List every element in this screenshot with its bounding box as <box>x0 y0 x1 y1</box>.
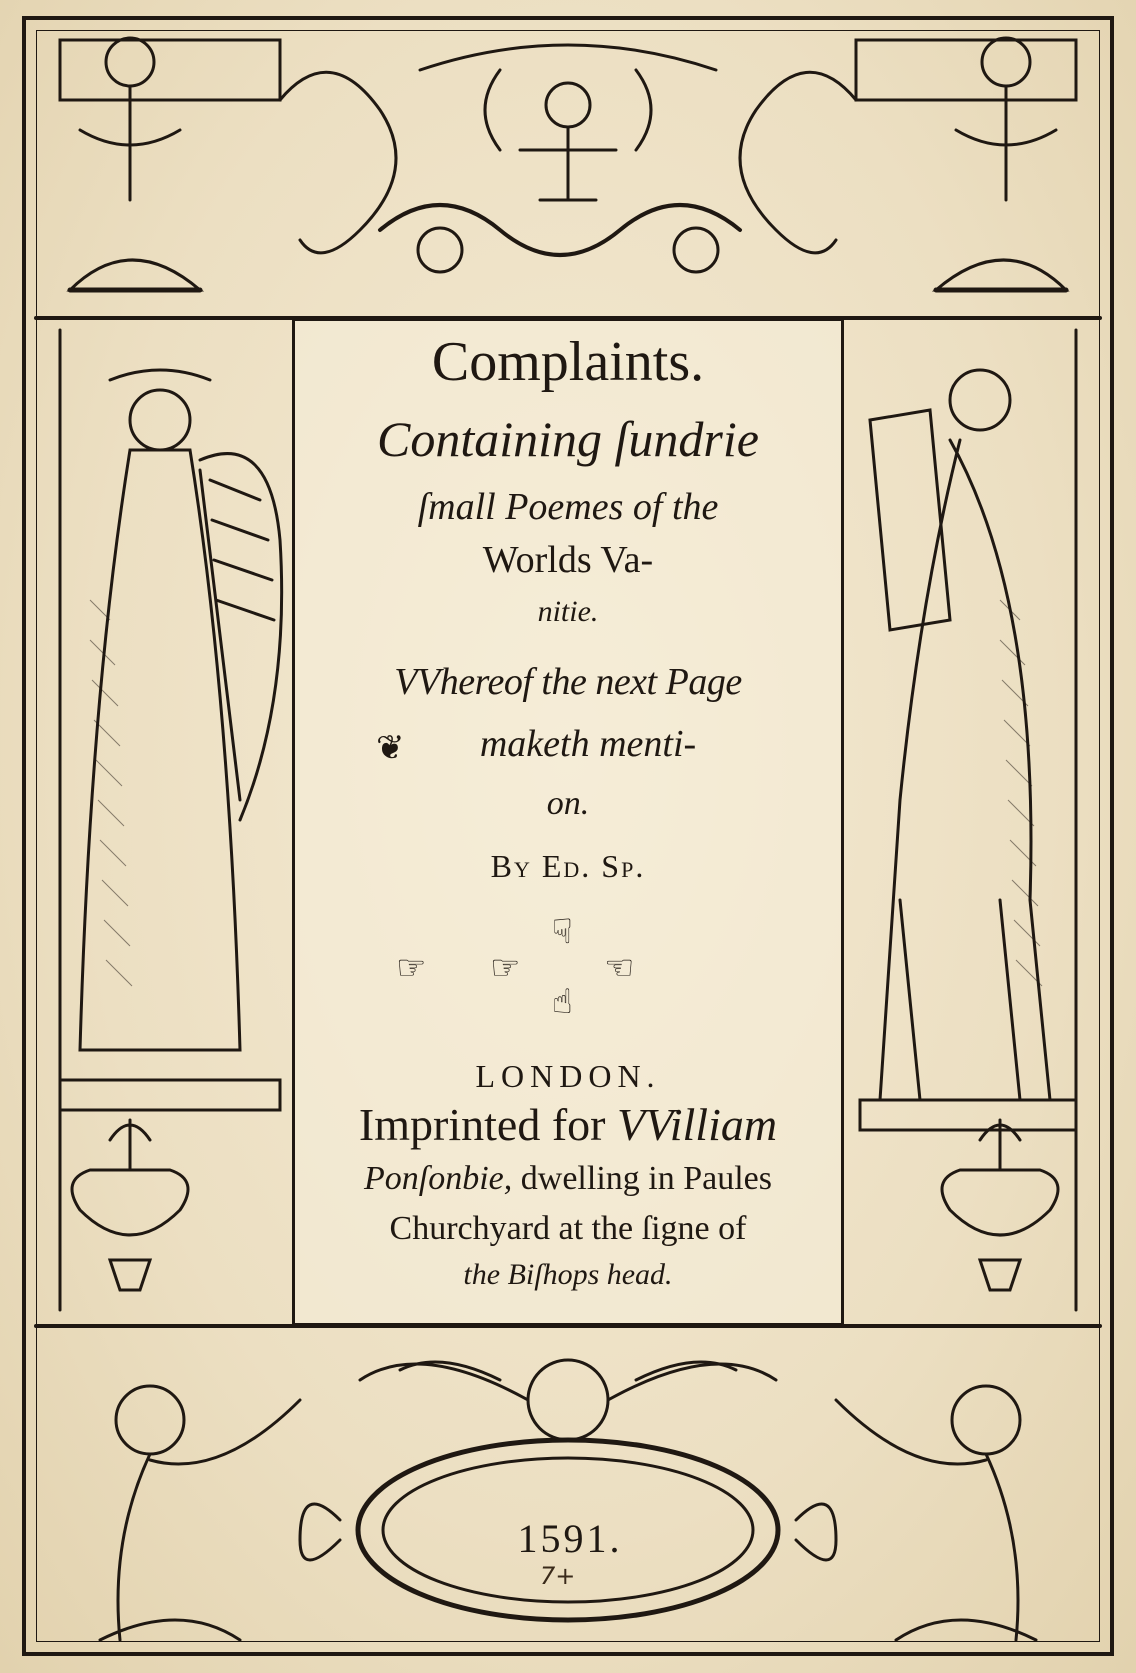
note-line-2: maketh menti- <box>479 723 697 765</box>
imprint-line-1 <box>292 1098 844 1151</box>
imprint-line-3: Churchyard at the ſigne of <box>389 1210 747 1247</box>
imprint-line-2-italic: Ponſonbie, <box>364 1160 513 1197</box>
imprint-line-4: the Biſhops head. <box>463 1258 673 1291</box>
subtitle-line-2: ſmall Poemes of the <box>417 486 719 528</box>
imprint-line-2-roman: dwelling in Paules <box>520 1160 772 1197</box>
pointing-hand-right-icon: ☞ <box>490 948 521 988</box>
handwritten-mark: 7+ <box>540 1562 576 1590</box>
imprint-line-2 <box>292 1160 844 1198</box>
book-title: Complaints. <box>431 331 705 393</box>
leaf-icon: ❦ <box>376 728 405 768</box>
pointing-hand-up-icon: ☝ <box>552 982 573 1022</box>
imprint-place: LONDON. <box>475 1058 661 1094</box>
pointing-hand-left-icon: ☜ <box>604 948 635 988</box>
imprint-line-1-roman: Imprinted for <box>358 1099 606 1150</box>
publication-year: 1591. <box>517 1516 623 1561</box>
subtitle-line-4: nitie. <box>537 595 599 628</box>
pointing-hand-down-icon: ☟ <box>552 912 573 952</box>
author-line: By Ed. Sp. <box>490 848 646 884</box>
imprint-line-1-italic: VVilliam <box>616 1099 778 1150</box>
note-line-3: on. <box>546 785 590 822</box>
subtitle-line-1: Containing ſundrie <box>377 411 759 467</box>
subtitle-line-3: Worlds Va- <box>482 539 654 581</box>
pointing-hand-right-icon: ☞ <box>396 948 427 988</box>
note-line-1: VVhereof the next Page <box>394 661 742 703</box>
